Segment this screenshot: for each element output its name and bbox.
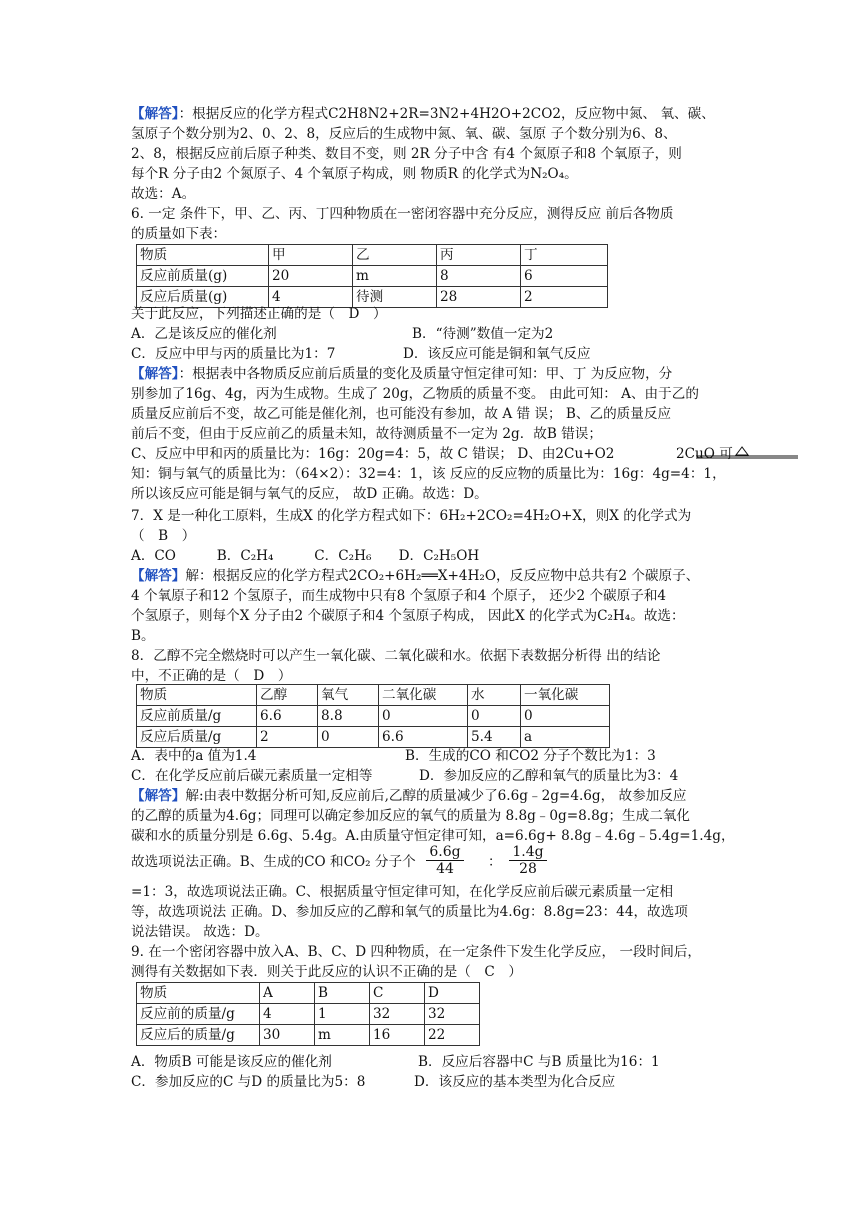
table-cell: 0 [521,706,610,727]
option-9b: B．反应后容器中C 与B 质量比为16：1 [418,1054,660,1070]
option-8a: A．表中的a 值为1.4 [131,748,257,764]
answer-q6-line-4: 前后不变，但由于反应前乙的质量未知，故待测质量不一定为 2g．故B 错误； [131,426,602,442]
table-q6 [136,244,608,308]
option-8b: B．生成的CO 和CO2 分子个数比为1：3 [405,748,656,764]
table-cell: 0 [318,727,379,748]
table-row [137,706,610,727]
question-6-line-1: 6. 一定 条件下，甲、乙、丙、丁四种物质在一密闭容器中充分反应，测得反应 前后各物质 [131,206,674,222]
table-q8 [136,684,610,748]
table-cell: 2 [521,287,608,308]
option-9d: D．该反应的基本类型为化合反应 [414,1074,616,1090]
question-7-line-1: 7．X 是一种化工原料，生成X 的化学方程式如下：6H₂+2CO₂=4H₂O+X，则X 的化学式为 [131,508,692,524]
answer-q6-line-5 [131,444,733,464]
answer-q5-line-1 [131,104,715,124]
answer-q6-line-2: 别参加了16g、4g，丙为生成物。生成了 20g，乙物质的质量不变。 由此可知： A、由于乙的 [131,386,699,402]
table-cell: m [353,266,437,287]
table-cell: 丙 [437,245,521,266]
answer-q5-line-4: 每个R 分子由2 个氮原子、4 个氧原子构成，则 物质R 的化学式为N₂O₄。 [131,166,578,182]
table-cell: 4 [260,1004,315,1025]
text: 2CuO 可 [676,446,733,462]
answer-q8-line-5: =1：3，故选项说法正确。C、根据质量守恒定律可知，在化学反应前后碳元素质量一定相 [131,884,674,900]
table-cell: 待测 [353,287,437,308]
table-cell: 物质 [137,245,269,266]
fraction-numerator: 6.6g [429,844,461,860]
table-cell: 反应后的质量/g [137,1025,260,1046]
option-9c: C．参加反应的C 与D 的质量比为5：8 [131,1074,366,1090]
question-7-line-2: （ B ） [131,528,196,544]
text: ：根据反应的化学方程式C2H8N2+2R=3N2+4H2O+2CO2，反应物中氮、 氧、碳、 [178,106,715,122]
table-row [137,685,610,706]
answer-tag: 【解答】 [131,788,186,804]
table-cell: 反应后质量(g) [137,287,269,308]
text: 解：根据反应的化学方程式2CO₂+6H₂══X+4H₂O，反反应物中总共有2 个碳原子、 [185,568,700,584]
table-cell: 16 [370,1025,425,1046]
table-cell: 8 [437,266,521,287]
text: 解:由表中数据分析可知,反应前后,乙醇的质量减少了6.6g﹣2g=4.6g， 故参加反应 [185,788,687,804]
text: C、反应中甲和丙的质量比为：16g：20g=4：5，故 C 错误； D、由2Cu+O2 [131,446,615,462]
answer-q7-line-1 [131,566,699,586]
table-cell: 28 [437,287,521,308]
answer-q7-line-2: 4 个氧原子和12 个氢原子，而生成物中只有8 个氢原子和4 个原子， 还少2 个碳原子和4 [131,588,667,604]
table-cell: 反应前质量(g) [137,266,269,287]
table-cell: 6 [521,266,608,287]
table-row [137,1025,480,1046]
text: ：根据表中各物质反应前后质量的变化及质量守恒定律可知：甲、丁 为反应物，分 [178,366,673,382]
table-cell: 乙醇 [257,685,318,706]
table-cell: 6.6 [379,727,468,748]
option-8d: D．参加反应的乙醇和氧气的质量比为3：4 [419,768,679,784]
table-cell: 2 [257,727,318,748]
option-6d: D．该反应可能是铜和氧气反应 [403,346,591,362]
table-cell: 氧气 [318,685,379,706]
table-row [137,1004,480,1025]
fraction-denominator: 44 [426,860,464,877]
table-cell: 甲 [269,245,353,266]
answer-tag: 【解答】 [131,366,179,382]
table-cell: 6.6 [257,706,318,727]
answer-tag: 【解答】 [131,106,179,122]
table-cell: 丁 [521,245,608,266]
option-6c: C．反应中甲与丙的质量比为1：7 [131,346,336,362]
table-cell: 乙 [353,245,437,266]
answer-q6-line-6: 知：铜与氧气的质量比为：（64×2）：32=4：1，该 反应的反应物的质量比为：16g：4g=4：1， [131,466,726,482]
question-7-options: A．CO B．C₂H₄ C．C₂H₆ D．C₂H₅OH [131,548,480,564]
table-cell: 反应前的质量/g [137,1004,260,1025]
table-cell: 一氧化碳 [521,685,610,706]
table-cell: 5.4 [468,727,521,748]
option-8c: C．在化学反应前后碳元素质量一定相等 [131,768,373,784]
table-cell: 32 [425,1004,480,1025]
table-cell: 30 [260,1025,315,1046]
answer-q5-line-5: 故选：A。 [131,186,196,202]
table-cell: 物质 [137,983,260,1004]
fraction-denominator: 28 [509,860,547,877]
answer-q8-line-4: 故选项说法正确。B、生成的CO 和CO₂ 分子个 [131,854,416,870]
answer-q6-line-7: 所以该反应可能是铜与氧气的反应， 故D 正确。故选：D。 [131,486,488,502]
answer-q8-line-7: 说法错误。 故选：D。 [131,924,269,940]
table-row [137,727,610,748]
table-cell: 22 [425,1025,480,1046]
question-8-line-1: 8．乙醇不完全燃烧时可以产生一氧化碳、二氧化碳和水。依据下表数据分析得 出的结论 [131,648,661,664]
table-cell: B [315,983,370,1004]
table-cell: 0 [468,706,521,727]
table-cell: 0 [379,706,468,727]
answer-q5-line-3: 2、8，根据反应前后原子种类、数目不变，则 2R 分子中含 有4 个氮原子和8 个氧原子，则 [131,146,682,162]
question-9-line-2: 测得有关数据如下表．则关于此反应的认识不正确的是（ C ） [131,964,523,980]
answer-q8-line-2: 的乙醇的质量为4.6g；同理可以确定参加反应的氧气的质量为 8.8g﹣0g=8.8g；生成二氧化 [131,808,691,824]
table-row [137,983,480,1004]
table-cell: m [315,1025,370,1046]
answer-q6-line-1 [131,364,672,384]
table-cell: C [370,983,425,1004]
answer-q7-line-4: B。 [131,628,155,644]
question-6-prompt: 关于此反应，下列描述正确的是（ D ） [131,306,387,322]
answer-q8-line-3: 碳和水的质量分别是 6.6g、5.4g。A.由质量守恒定律可知，a=6.6g+ 8.8g﹣4.6g﹣5.4g=1.4g， [131,828,735,844]
table-cell: 32 [370,1004,425,1025]
table-cell: a [521,727,610,748]
table-cell: A [260,983,315,1004]
answer-tag: 【解答】 [131,568,186,584]
option-9a: A．物质B 可能是该反应的催化剂 [131,1054,332,1070]
table-row [137,266,608,287]
table-cell: 反应前质量/g [137,706,257,727]
question-9-line-1: 9. 在一个密闭容器中放入A、B、C、D 四种物质，在一定条件下发生化学反应， 一段时间后， [131,944,702,960]
table-cell: 反应后质量/g [137,727,257,748]
question-6-line-2: 的质量如下表： [131,226,227,242]
answer-q5-line-2: 氢原子个数分别为2、0、2、8，反应后的生成物中氮、氧、碳、氢原 子个数分别为6、8、 [131,126,677,142]
answer-q8-line-6: 等，故选项说法 正确。D、参加反应的乙醇和氧气的质量比为4.6g：8.8g=23：44，故选项 [131,904,688,920]
fraction-separator: ： [488,854,502,870]
table-cell: 物质 [137,685,257,706]
table-cell: 二氧化碳 [379,685,468,706]
table-cell: 8.8 [318,706,379,727]
option-6a: A．乙是该反应的催化剂 [131,326,277,342]
option-6b: B．“待测”数值一定为2 [412,326,554,342]
table-cell: 20 [269,266,353,287]
question-8-line-2: 中，不正确的是（ D ） [131,668,292,684]
table-q9 [136,982,480,1046]
table-cell: D [425,983,480,1004]
answer-q7-line-3: 个氢原子，则每个X 分子由2 个碳原子和4 个氢原子构成， 因此X 的化学式为C₂H₄。故选： [131,608,685,624]
fraction-numerator: 1.4g [512,844,544,860]
fraction-co [426,844,464,877]
fraction-co2 [509,844,547,877]
answer-q6-line-3: 质量反应前后不变，故乙可能是催化剂，也可能没有参加，故 A 错 误； B、乙的质量反应 [131,406,672,422]
table-cell: 4 [269,287,353,308]
answer-q8-line-1 [131,786,687,806]
table-row [137,245,608,266]
table-cell: 水 [468,685,521,706]
table-cell: 1 [315,1004,370,1025]
